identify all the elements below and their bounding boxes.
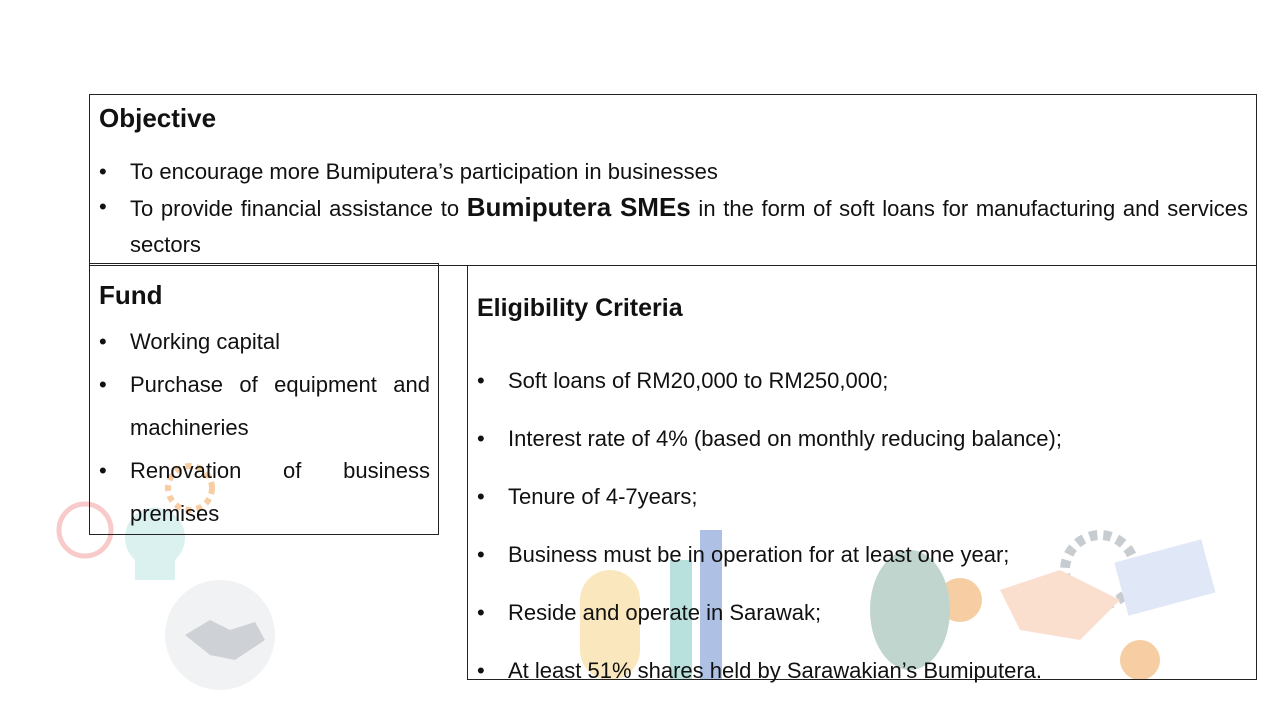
objective-item-2-pre: To provide financial assistance to — [130, 196, 467, 221]
eligibility-item-text: At least 51% shares held by Sarawakian’s Bumiputera. — [508, 658, 1042, 683]
fund-list — [90, 320, 430, 535]
bullet: • — [477, 426, 485, 451]
eligibility-item — [468, 352, 1248, 410]
eligibility-item-text: Tenure of 4-7years; — [508, 484, 698, 509]
objective-item-1 — [90, 157, 1248, 187]
bullet: • — [99, 372, 107, 397]
eligibility-list — [468, 352, 1248, 700]
objective-box — [89, 94, 1257, 266]
eligibility-item — [468, 642, 1248, 700]
eligibility-item — [468, 410, 1248, 468]
bullet: • — [99, 329, 107, 354]
objective-list — [90, 157, 1248, 263]
eligibility-item-text: Soft loans of RM20,000 to RM250,000; — [508, 368, 889, 393]
eligibility-box — [467, 265, 1257, 683]
eligibility-item — [468, 584, 1248, 642]
fund-heading: Fund — [99, 280, 163, 310]
fund-item-text: Purchase of equipment and machineries — [130, 372, 430, 440]
eligibility-heading: Eligibility Criteria — [477, 294, 683, 322]
bullet: • — [477, 542, 485, 567]
objective-item-2-post: in the form of soft loans for manufacturing and services sectors — [130, 196, 1248, 257]
eligibility-item — [468, 526, 1248, 584]
eligibility-item — [468, 468, 1248, 526]
bullet: • — [99, 159, 107, 184]
fund-box — [89, 263, 439, 535]
objective-item-2 — [90, 189, 1248, 263]
fund-item — [90, 320, 430, 363]
bullet: • — [477, 600, 485, 625]
eligibility-item-text: Business must be in operation for at least one year; — [508, 542, 1010, 567]
bullet: • — [99, 458, 107, 483]
eligibility-item-text: Interest rate of 4% (based on monthly reducing balance); — [508, 426, 1062, 451]
objective-heading: Objective — [99, 103, 217, 133]
fund-item — [90, 449, 430, 535]
bullet: • — [99, 194, 107, 219]
objective-item-2-strong: Bumiputera SMEs — [466, 192, 691, 222]
fund-item-text: Renovation of business premises — [130, 458, 430, 526]
fund-item — [90, 363, 430, 449]
bullet: • — [477, 368, 485, 393]
fund-item-text: Working capital — [130, 329, 280, 354]
bullet: • — [477, 484, 485, 509]
bullet: • — [477, 658, 485, 683]
eligibility-item-text: Reside and operate in Sarawak; — [508, 600, 822, 625]
objective-item-1-text: To encourage more Bumiputera’s participation in businesses — [130, 159, 718, 184]
